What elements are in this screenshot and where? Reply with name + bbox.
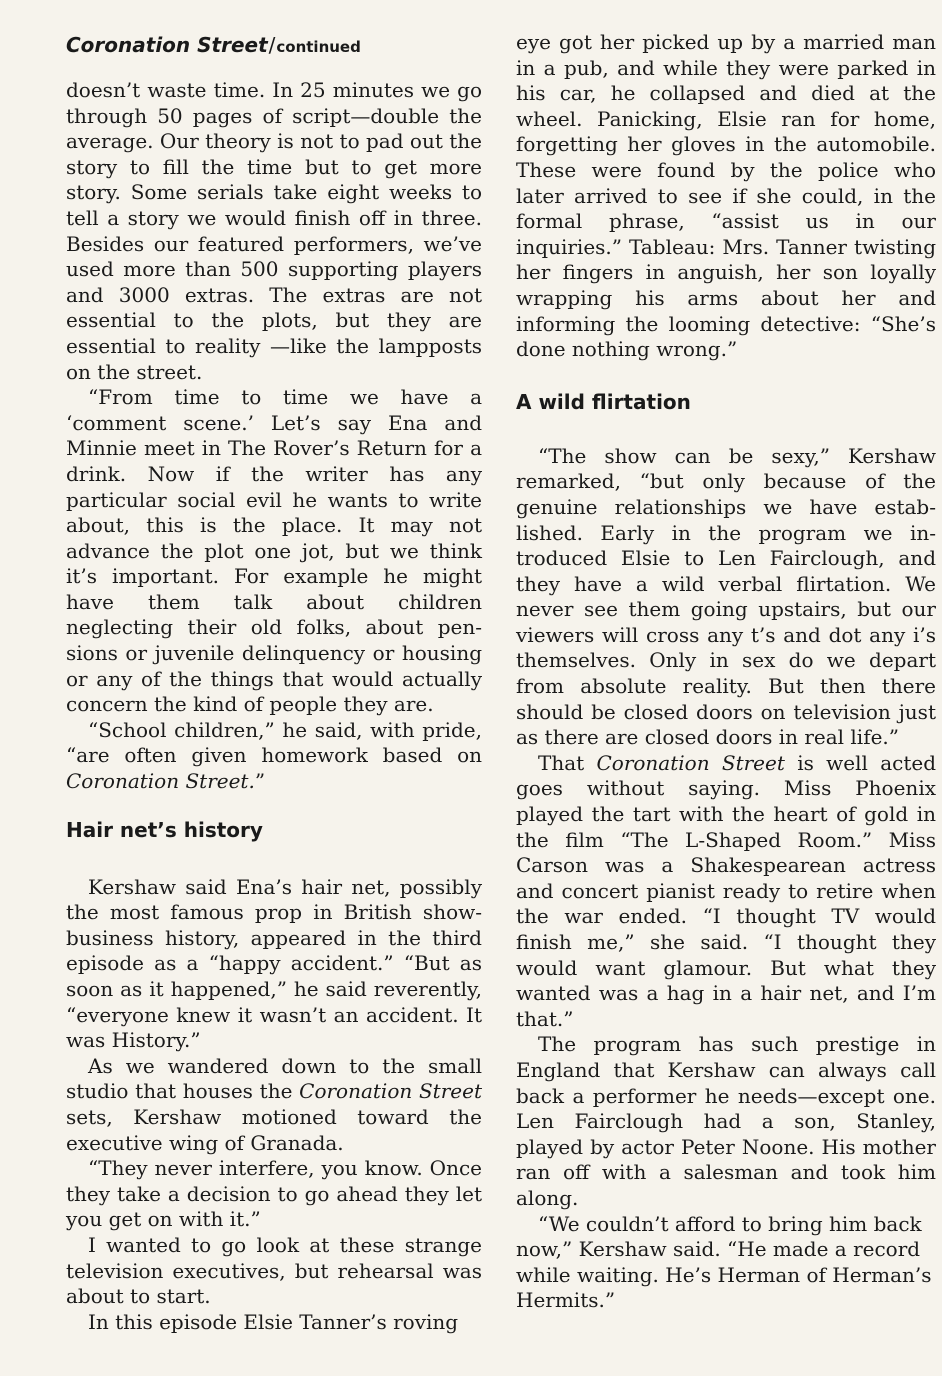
paragraph: In this episode Elsie Tanner’s roving [88, 1309, 459, 1334]
paragraph [66, 718, 482, 795]
paragraph: The program has such prestige in England that Kershaw can always call back a performer he needs—except one. Len Fairclough had a son, Stanley, played by actor Peter Noone. His mother ran off with a salesman and took him along. [516, 1032, 936, 1210]
paragraph: I wanted to go look at these strange television executives, but rehearsal was about to start. [66, 1232, 482, 1309]
paragraph-text: “School children,” he said, with pride, “are often given homework based on [66, 717, 482, 768]
running-head-slash: / [268, 33, 276, 57]
right-column [516, 30, 936, 1314]
emphasized-title: Coronation Street [299, 1079, 482, 1104]
emphasized-title: Coronation Street. [66, 769, 255, 794]
section-heading: A wild flirtation [516, 389, 691, 414]
running-head-title: Coronation Street [66, 33, 268, 57]
section-heading: Hair net’s history [66, 817, 263, 842]
paragraph: “We couldn’t afford to bring him back now,” Kershaw said. “He made a record while waiting. He’s Herman of Herman’s Hermits.” [516, 1211, 932, 1313]
paragraph: doesn’t waste time. In 25 minutes we go through 50 pages of script—double the average. Our theory is not to pad out the story to fill the time but to get more story. Some serials take eight weeks to tell a story we would finish off in three. Besides our featured performers, we’ve used more than 500 supporting players and 3000 extras. The extras are not essential to the plots, but they are essential to reality —like the lampposts on the street. [66, 78, 482, 384]
emphasized-title: Coronation Street [596, 750, 785, 775]
paragraph-text: ” [254, 769, 266, 794]
paragraph [516, 751, 936, 1033]
paragraph: “They never interfere, you know. Once they take a decision to go ahead they let you get on with it.” [66, 1156, 482, 1232]
paragraph-text: That [538, 750, 597, 775]
paragraph: “From time to time we have a ‘comment scene.’ Let’s say Ena and Minnie meet in The Rover’s Return for a drink. Now if the writer has any particular social evil he wants to write about, this is the place. It may not advance the plot one jot, but we think it’s important. For example he might have them talk about children neglecting their old folks, about pensions or juvenile delinquency or housing or any of the things that would actually concern the kind of people they are. [66, 385, 482, 717]
paragraph-text: is well acted goes without saying. Miss Phoenix played the tart with the heart of gold in the film “The L-Shaped Room.” Miss Carson was a Shakespearean actress and concert pianist ready to retire when the war ended. “I thought TV would finish me,” she said. “I thought they would want glamour. But what they wanted was a hag in a hair net, and I’m that.” [516, 750, 936, 1031]
paragraph: Kershaw said Ena’s hair net, possibly the most famous prop in British showbusiness history, appeared in the third episode as a “happy accident.” “But as soon as it happened,” he said reverently, “everyone knew it wasn’t an accident. It was History.” [66, 874, 482, 1053]
paragraph: “The show can be sexy,” Kershaw remarked, “but only because of the genuine relationships we have established. Early in the program we introduced Elsie to Len Fairclough, and they have a wild verbal flirtation. We never see them going upstairs, but our viewers will cross any t’s and dot any i’s themselves. Only in sex do we depart from absolute reality. But then there should be closed doors on television just as there are closed doors in real life.” [516, 443, 936, 750]
paragraph-text: sets, Kershaw motioned toward the executive wing of Granada. [66, 1104, 482, 1155]
paragraph: eye got her picked up by a married man in a pub, and while they were parked in his car, he collapsed and died at the wheel. Panicking, Elsie ran for home, forgetting her gloves in the automobile. These were found by the police who later arrived to see if she could, in the formal phrase, “assist us in our inquiries.” Tableau: Mrs. Tanner twisting her fingers in anguish, her son loyally wrapping his arms about her and informing the looming detective: “She’s done nothing wrong.” [516, 30, 936, 362]
paragraph-text: As we wandered down to the small studio that houses the [66, 1053, 482, 1104]
running-head-continued: continued [276, 38, 361, 56]
paragraph [66, 1054, 482, 1156]
running-head [66, 30, 482, 60]
left-column [66, 30, 482, 1335]
